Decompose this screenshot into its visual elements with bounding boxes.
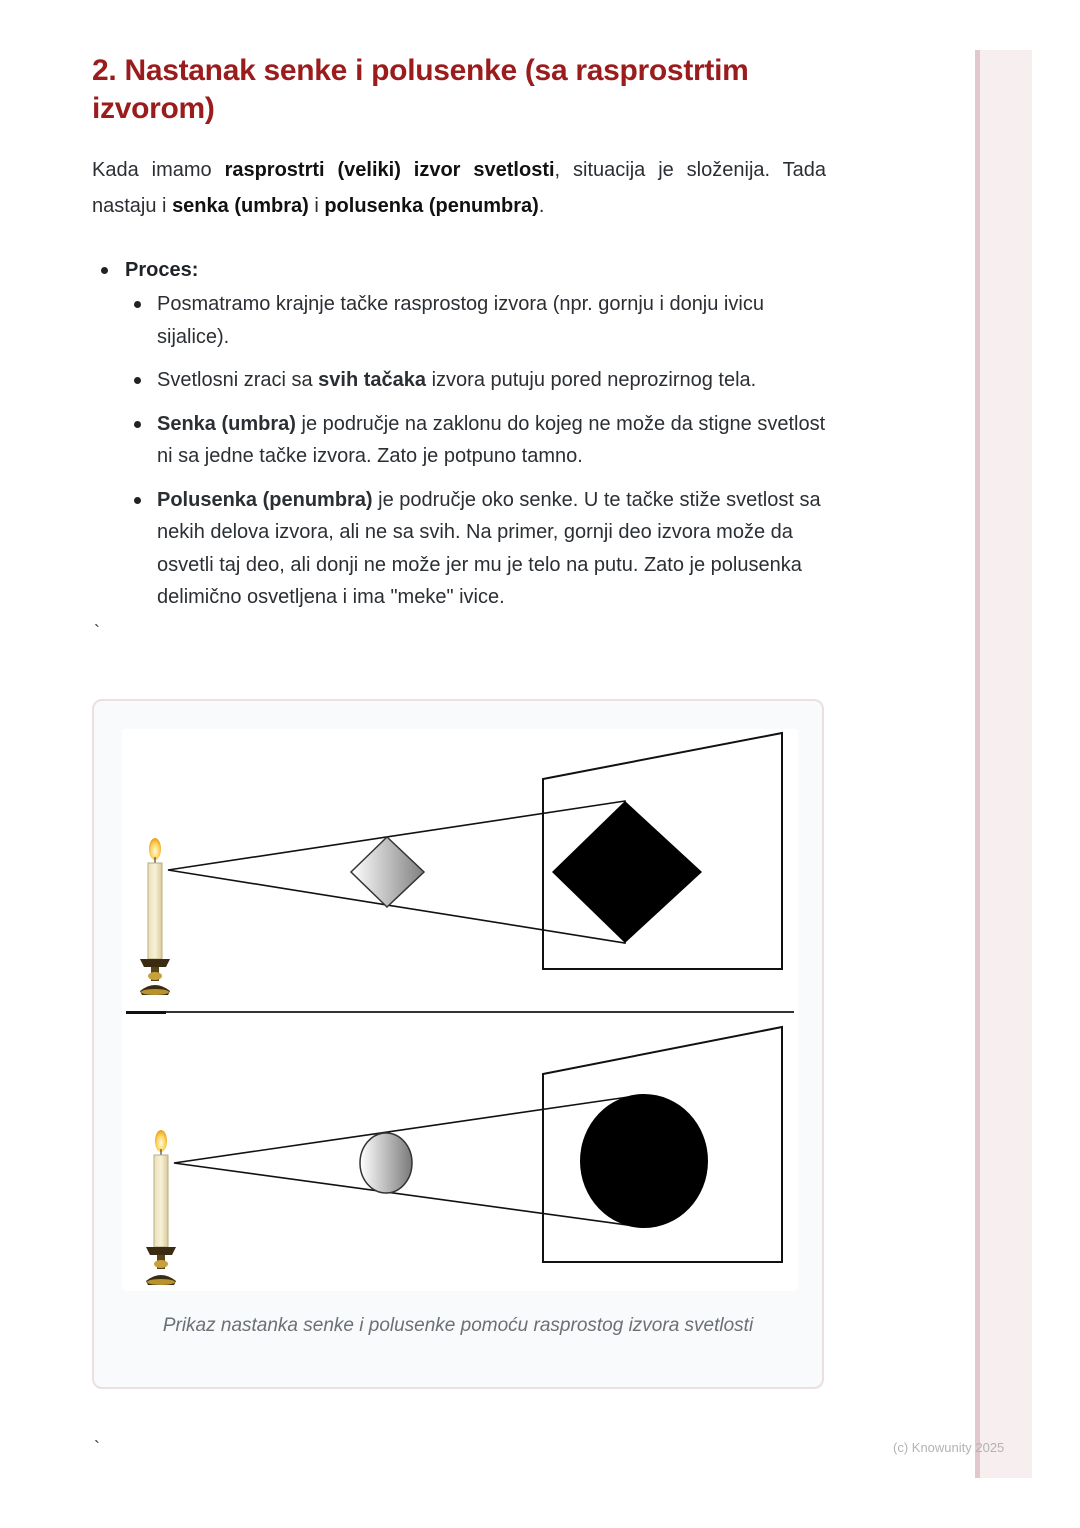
intro-text: , situacija je složenija. Tada nastaju i	[92, 159, 826, 217]
list-item-bold: svih tačaka	[318, 369, 427, 391]
list-item-text: izvora putuju pored neprozirnog tela.	[426, 369, 757, 391]
list-item-bold: Polusenka (penumbra)	[157, 488, 373, 511]
divider-accent	[126, 1011, 166, 1014]
document-content	[92, 52, 826, 625]
intro-paragraph	[92, 152, 826, 224]
intro-text: i	[308, 195, 325, 217]
ball-shadow	[580, 1094, 708, 1228]
list-item-bold: Senka (umbra)	[157, 412, 296, 435]
list-item-text: Posmatramo krajnje tačke rasprostog izvora (npr. gornju i donju ivicu sijalice).	[157, 293, 764, 348]
intro-bold-umbra: senka (umbra)	[172, 195, 309, 217]
process-label: Proces:	[125, 259, 199, 281]
intro-text: Kada imamo	[92, 159, 225, 181]
list-item-text: je područje na zaklonu do kojeg ne može da stigne svetlost ni sa jedne tačke izvora. Zato je potpuno tamno.	[157, 412, 826, 467]
stray-backtick: `	[94, 1438, 100, 1458]
process-steps	[125, 288, 826, 614]
right-margin-bar	[975, 50, 1032, 1478]
diagram-background	[122, 729, 798, 1291]
list-item	[125, 408, 826, 473]
list-item	[125, 364, 826, 397]
process-item	[92, 254, 826, 614]
stray-backtick: `	[94, 622, 100, 642]
intro-text: .	[538, 195, 545, 217]
shadow-diagram	[122, 729, 798, 1291]
list-item	[125, 484, 826, 614]
intro-bold-source: rasprostrti (veliki) izvor svetlosti	[224, 159, 555, 181]
intro-bold-penumbra: polusenka (penumbra)	[324, 195, 539, 217]
list-item-text: je područje oko senke. U te tačke stiže svetlost sa nekih delova izvora, ali ne sa svih. Na primer, gornji deo izvora može da osvetli taj deo, ali donji ne može jer mu je telo na putu. Zato je polusenka delimično osvetljena i ima "meke" ivice.	[157, 488, 821, 608]
figure-caption: Prikaz nastanka senke i polusenke pomoću rasprostog izvora svetlosti	[162, 1315, 754, 1336]
section-heading: 2. Nastanak senke i polusenke (sa rasprostrtim izvorom)	[92, 54, 749, 125]
copyright-footer: (c) Knowunity 2025	[893, 1440, 1005, 1455]
process-list	[92, 254, 826, 614]
list-item-text: Svetlosni zraci sa	[157, 369, 319, 391]
list-item	[125, 288, 826, 353]
ball-object	[360, 1133, 412, 1193]
figure-card	[92, 699, 824, 1389]
